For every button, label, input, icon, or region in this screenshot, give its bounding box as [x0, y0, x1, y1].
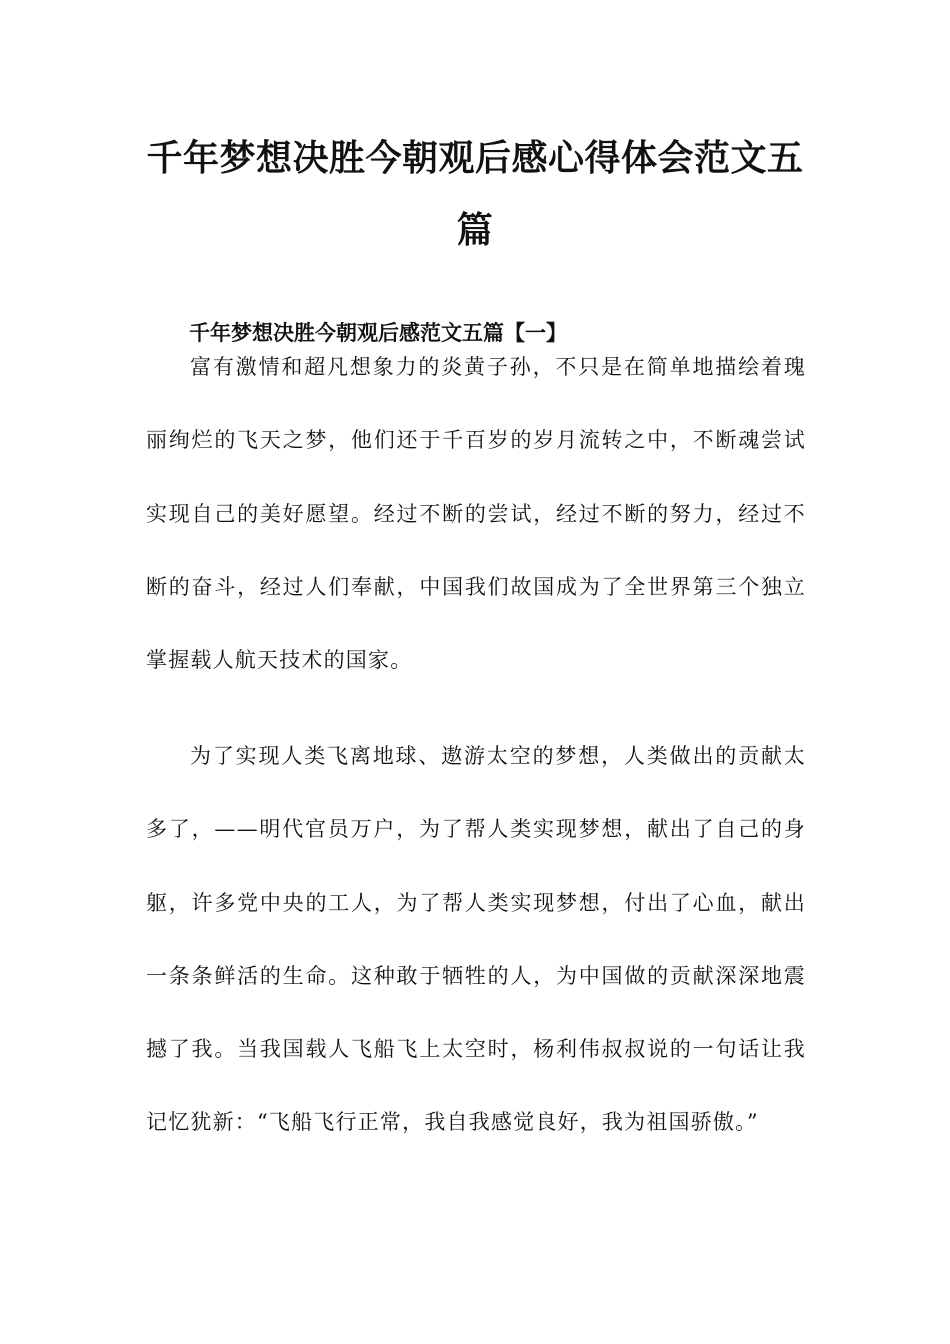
section-heading: 千年梦想决胜今朝观后感范文五篇【一】 [189, 321, 567, 345]
body-paragraph-2: 为了实现人类飞离地球、遨游太空的梦想，人类做出的贡献太多了，——明代官员万户，为了帮人类实现梦想，献出了自己的身躯，许多党中央的工人，为了帮人类实现梦想，付出了心血，献出一条条鲜活的生命。这种敢于牺牲的人，为中国做的贡献深深地震撼了我。当我国载人飞船飞上太空时，杨利伟叔叔说的一句话让我记忆犹新：“飞船飞行正常，我自我感觉良好，我为祖国骄傲。” [146, 744, 806, 1135]
document-title: 千年梦想决胜今朝观后感心得体会范文五篇 [146, 137, 804, 251]
body-paragraph-1: 富有激情和超凡想象力的炎黄子孙，不只是在简单地描绘着瑰丽绚烂的飞天之梦，他们还于千百岁的岁月流转之中，不断魂尝试实现自己的美好愿望。经过不断的尝试，经过不断的努力，经过不断的奋斗，经过人们奉献，中国我们故国成为了全世界第三个独立掌握载人航天技术的国家。 [146, 355, 806, 673]
